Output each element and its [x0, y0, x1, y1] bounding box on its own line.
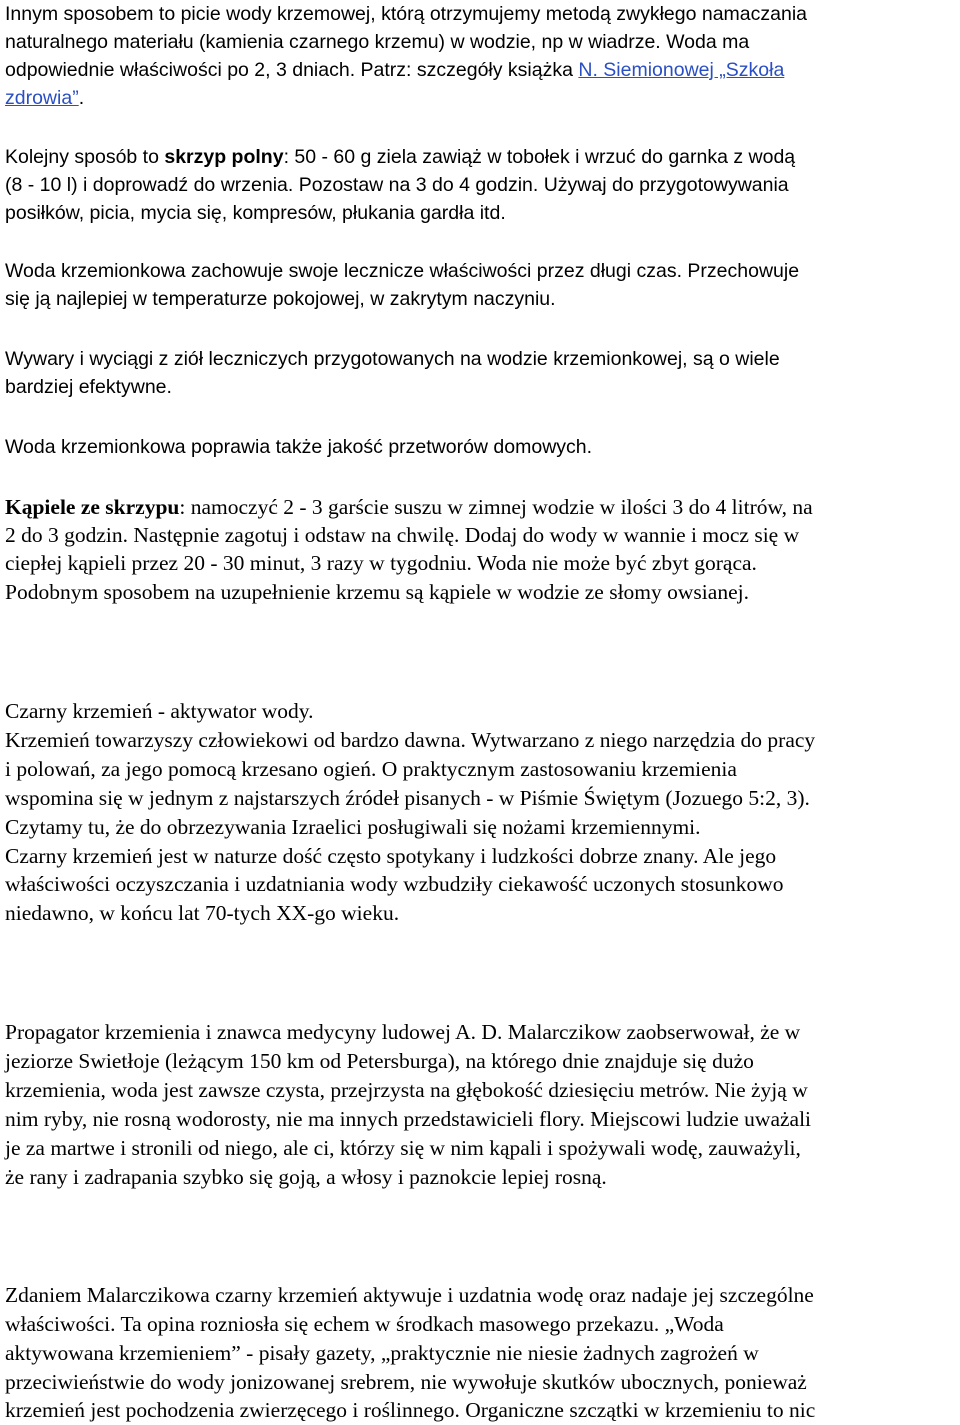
text-span: odpowiednie właściwości po 2, 3 dniach. Patrz: szczegóły książka [5, 59, 579, 81]
paragraph-line: nim ryby, nie rosną wodorosty, nie ma innych przedstawicieli flory. Miejscowi ludzie uważali [5, 1107, 812, 1131]
text-span: : 50 - 60 g ziela zawiąż w tobołek i wrzuć do garnka z wodą [283, 146, 796, 168]
paragraph-line: że rany i zadrapania szybko się goją, a włosy i paznokcie lepiej rosną. [5, 1165, 607, 1189]
paragraph-line: krzemień jest pochodzenia zwierzęcego i roślinnego. Organiczne szczątki w krzemieniu to nic [5, 1398, 816, 1422]
paragraph-line: i polowań, za jego pomocą krzesano ogień. O praktycznym zastosowaniu krzemienia [5, 757, 737, 781]
paragraph-line: 2 do 3 godzin. Następnie zagotuj i odstaw na chwilę. Dodaj do wody w wannie i mocz się w [5, 523, 800, 547]
book-link[interactable]: N. Siemionowej „Szkoła [578, 59, 785, 81]
paragraph-line: Zdaniem Malarczikowa czarny krzemień aktywuje i uzdatnia wodę oraz nadaje jej szczególne [5, 1283, 814, 1307]
paragraph-line: wspomina się w jednym z najstarszych źródeł pisanych - w Piśmie Świętym (Jozuego 5:2, 3). [5, 786, 810, 810]
paragraph-line: (8 - 10 l) i doprowadź do wrzenia. Pozostaw na 3 do 4 godzin. Używaj do przygotowywania [5, 174, 789, 196]
paragraph-line: je za martwe i stronili od niego, ale ci, którzy się w nim kąpali i spożywali wodę, zauważyli, [5, 1136, 801, 1160]
text-span: . [78, 87, 85, 109]
section-heading: Czarny krzemień - aktywator wody. [5, 699, 314, 723]
paragraph-line: właściwości oczyszczania i uzdatniania wody wzbudziły ciekawość uczonych stosunkowo [5, 872, 784, 896]
paragraph-line: Propagator krzemienia i znawca medycyny ludowej A. D. Malarczikow zaobserwował, że w [5, 1020, 801, 1044]
paragraph-line: jeziorze Swietłoje (leżącym 150 km od Petersburga), na którego dnie znajduje się dużo [5, 1049, 754, 1073]
paragraph-line [5, 493, 813, 521]
paragraph-line: Czytamy tu, że do obrzezywania Izraelici posługiwali się nożami krzemiennymi. [5, 815, 701, 839]
paragraph-line [5, 143, 795, 171]
paragraph-line [5, 56, 784, 84]
bold-term: skrzyp polny [164, 146, 284, 168]
paragraph-line: ciepłej kąpieli przez 20 - 30 minut, 3 razy w tygodniu. Woda nie może być zbyt gorąca. [5, 551, 757, 575]
paragraph-line: Innym sposobem to picie wody krzemowej, którą otrzymujemy metodą zwykłego namaczania [5, 3, 807, 25]
text-span: : namoczyć 2 - 3 garście suszu w zimnej wodzie w ilości 3 do 4 litrów, na [179, 495, 813, 519]
paragraph-line: aktywowana krzemieniem” - pisały gazety, „praktycznie nie niesie żadnych zagrożeń w [5, 1341, 759, 1365]
paragraph-line: Wywary i wyciągi z ziół leczniczych przygotowanych na wodzie krzemionkowej, są o wiele [5, 348, 780, 370]
paragraph-line: krzemienia, woda jest zawsze czysta, przejrzysta na głębokość dziesięciu metrów. Nie żyją w [5, 1078, 808, 1102]
paragraph-line: posiłków, picia, mycia się, kompresów, płukania gardła itd. [5, 202, 506, 224]
paragraph-line: się ją najlepiej w temperaturze pokojowej, w zakrytym naczyniu. [5, 288, 556, 310]
paragraph-line: przeciwieństwie do wody jonizowanej srebrem, nie wywołuje skutków ubocznych, ponieważ [5, 1370, 807, 1394]
paragraph-line: naturalnego materiału (kamienia czarnego krzemu) w wodzie, np w wiadrze. Woda ma [5, 31, 750, 53]
paragraph-line [5, 84, 84, 112]
paragraph-line: Woda krzemionkowa zachowuje swoje lecznicze właściwości przez długi czas. Przechowuje [5, 260, 800, 282]
book-link-continued[interactable]: zdrowia” [5, 87, 79, 109]
paragraph-line: bardziej efektywne. [5, 376, 172, 398]
paragraph-line: właściwości. Ta opina rozniosła się echem w środkach masowego przekazu. „Woda [5, 1312, 724, 1336]
paragraph-line: Woda krzemionkowa poprawia także jakość przetworów domowych. [5, 436, 593, 458]
paragraph-line: niedawno, w końcu lat 70-tych XX-go wieku. [5, 901, 400, 925]
text-span: Kolejny sposób to [5, 146, 165, 168]
bold-term: Kąpiele ze skrzypu [5, 495, 180, 519]
paragraph-line: Krzemień towarzyszy człowiekowi od bardzo dawna. Wytwarzano z niego narzędzia do pracy [5, 728, 816, 752]
paragraph-line: Czarny krzemień jest w naturze dość często spotykany i ludzkości dobrze znany. Ale jego [5, 844, 777, 868]
paragraph-line: Podobnym sposobem na uzupełnienie krzemu są kąpiele w wodzie ze słomy owsianej. [5, 580, 749, 604]
